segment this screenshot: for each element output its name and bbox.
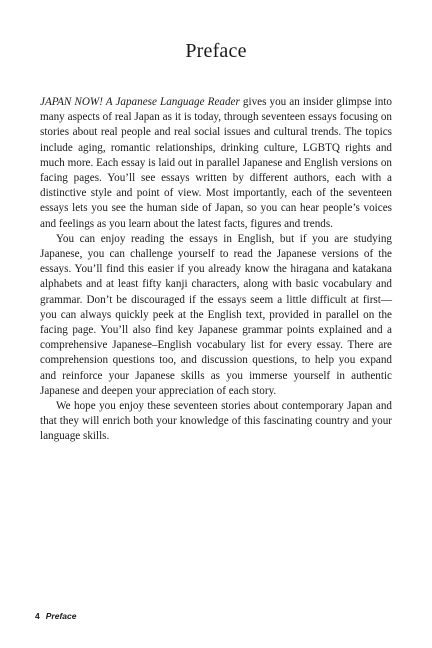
paragraph-3: We hope you enjoy these seventeen stories about contemporary Japan and that they will enrich both your knowledge of this fascinating country and your language skills. [40, 400, 392, 443]
paragraph-1 [40, 95, 392, 232]
paragraph-1-text: gives you an insider glimpse into many aspects of real Japan as it is today, through seventeen essays focusing on stories about real people and real social issues and cultural trends. The topics include aging, romantic relationships, drinking culture, LGBTQ rights and much more. Each essay is laid out in parallel Japanese and English versions on facing pages. You’ll see essays written by different authors, each with a distinctive style and point of view. Most importantly, each of the seventeen essays lets you see the human side of Japan, so you can hear people’s voices and feelings as you learn about the latest facts, figures and trends. [40, 96, 392, 230]
running-footer-section: Preface [45, 611, 77, 621]
page-footer [35, 611, 76, 621]
book-title: JAPAN NOW! A Japanese Language Reader [40, 96, 240, 108]
preface-body [40, 95, 392, 445]
page-number: 4 [35, 611, 40, 621]
paragraph-2: You can enjoy reading the essays in English, but if you are studying Japanese, you can challenge yourself to read the Japanese versions of the essays. You’ll find this easier if you already know the hiragana and katakana alphabets and at least fifty kanji characters, along with basic vocabulary and grammar. Don’t be discouraged if the essays seem a little difficult at first—you can always quickly peek at the English text, provided in parallel on the facing page. You’ll also find key Japanese grammar points explained and a comprehensive Japanese–English vocabulary list for every essay. There are comprehension questions too, and discussion questions, to help you expand and reinforce your Japanese skills as you immerse yourself in authentic Japanese and deepen your appreciation of each story. [40, 232, 392, 397]
page-title: Preface [185, 40, 247, 62]
